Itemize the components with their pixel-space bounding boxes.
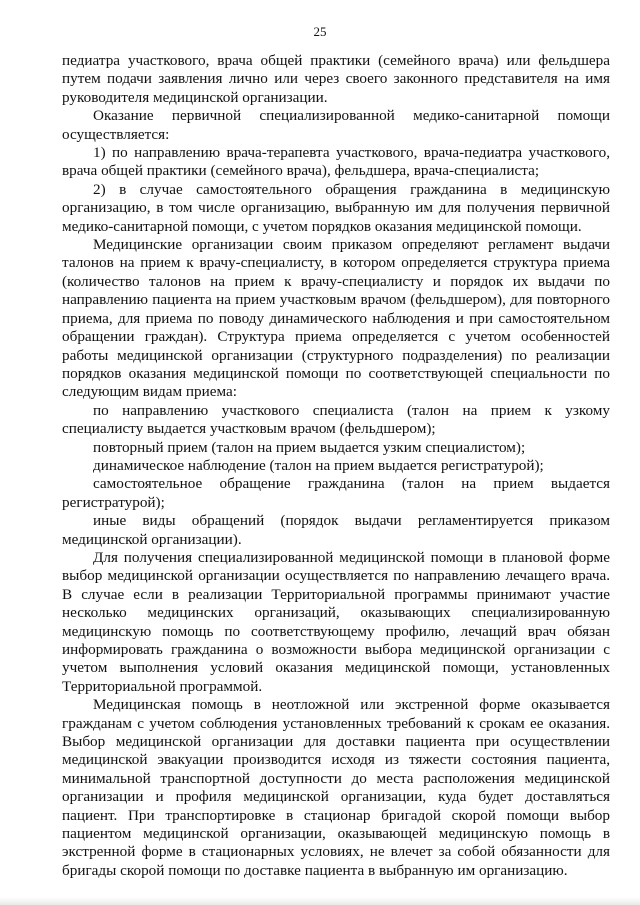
list-item: динамическое наблюдение (талон на прием выдается регистратурой); xyxy=(93,456,544,474)
page-number: 25 xyxy=(313,24,327,39)
paragraph: 2) в случае самостоятельного обращения гражданина в медицинскую организацию, в том числе организацию, выбранную им для получения первичной медико-санитарной помощи, с учетом порядков оказания медицинской помощи. xyxy=(62,180,610,235)
paragraph: Оказание первичной специализированной медико-санитарной помощи осуществляется: xyxy=(62,107,610,143)
paragraph: Медицинские организации своим приказом определяют регламент выдачи талонов на прием к врачу-специалисту, в котором определяется структура приема (количество талонов на прием к врачу-специалисту и порядок их выдачи по направлению пациента на прием участковым врачом (фельдшером), для повторного приема, для приема по поводу динамического наблюдения и при самостоятельном обращении граждан). Структура приема определяется с учетом особенностей работы медицинской организации (структурного подразделения) по реализации порядков оказания медицинской помощи по соответствующей специальности по следующим видам приема: xyxy=(62,236,610,401)
document-body xyxy=(62,52,610,880)
scan-edge xyxy=(0,897,640,905)
list-item: повторный прием (талон на прием выдается узким специалистом); xyxy=(93,438,526,456)
list-item: иные виды обращений (порядок выдачи регламентируется приказом медицинской организации). xyxy=(62,512,610,548)
paragraph: Для получения специализированной медицинской помощи в плановой форме выбор медицинской организации осуществляется по направлению лечащего врача. В случае если в реализации Территориальной программы принимают участие несколько медицинских организаций, оказывающих специализированную медицинскую помощь по соответствующему профилю, лечащий врач обязан информировать гражданина о возможности выбора медицинской организации с учетом выполнения условий оказания медицинской помощи, установленных Территориальной программой. xyxy=(62,548,610,695)
list-item: самостоятельное обращение гражданина (талон на прием выдается регистратурой); xyxy=(62,475,610,511)
paragraph: 1) по направлению врача-терапевта участкового, врача-педиатра участкового, врача общей практики (семейного врача), фельдшера, врача-специалиста; xyxy=(62,144,610,180)
paragraph: Медицинская помощь в неотложной или экстренной форме оказывается гражданам с учетом соблюдения установленных требований к срокам ее оказания. Выбор медицинской организации для доставки пациента при осуществлении медицинской эвакуации производится исходя из тяжести состояния пациента, минимальной транспортной доступности до места расположения медицинской организации и профиля медицинской организации, куда будет доставляться пациент. При транспортировке в стационар бригадой скорой помощи выбор пациентом медицинской организации, оказывающей медицинскую помощь в экстренной форме в стационарных условиях, не влечет за собой обязанности для бригады скорой помощи по доставке пациента в выбранную им организацию. xyxy=(62,696,610,879)
list-item: по направлению участкового специалиста (талон на прием к узкому специалисту выдается участковым врачом (фельдшером); xyxy=(62,401,610,438)
paragraph: педиатра участкового, врача общей практики (семейного врача) или фельдшера путем подачи заявления лично или через своего законного представителя на имя руководителя медицинской организации. xyxy=(62,52,610,106)
